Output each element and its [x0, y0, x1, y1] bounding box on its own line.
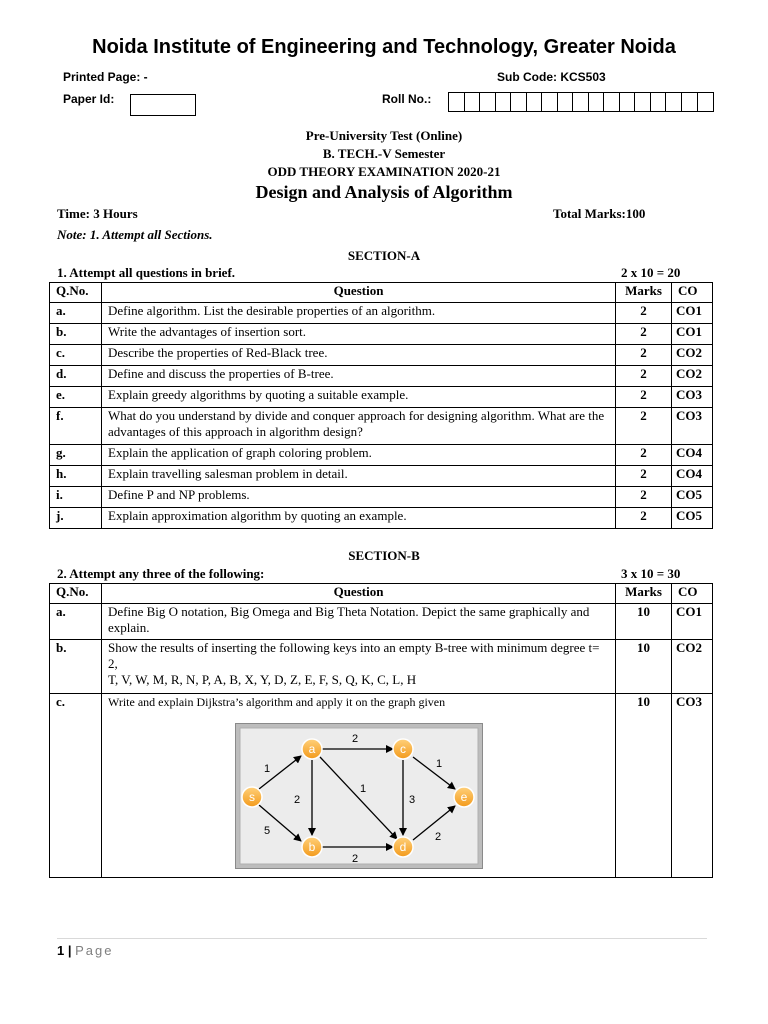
marks: 10	[616, 694, 672, 878]
marks: 2	[616, 345, 672, 366]
page-footer	[57, 943, 114, 958]
table-row	[50, 466, 713, 487]
question-text: Define and discuss the properties of B-tree.	[102, 366, 616, 387]
marks: 2	[616, 303, 672, 324]
table-row	[50, 345, 713, 366]
exam-line-2: B. TECH.-V Semester	[322, 146, 446, 161]
section-b-title: SECTION-B	[348, 548, 420, 563]
weight-c-d: 3	[408, 794, 416, 806]
printed-page: Printed Page: -	[63, 70, 148, 84]
footer-divider	[57, 938, 707, 939]
question-text: Explain the application of graph coloring problem.	[102, 445, 616, 466]
table-header-row	[50, 584, 713, 604]
qno: i.	[50, 487, 102, 508]
header-qno: Q.No.	[50, 584, 102, 604]
page-separator: |	[67, 943, 72, 958]
co: CO4	[672, 466, 713, 487]
weight-a-b: 2	[293, 794, 301, 806]
question-text: Explain travelling salesman problem in detail.	[102, 466, 616, 487]
co: CO3	[672, 387, 713, 408]
sub-code: Sub Code: KCS503	[497, 70, 606, 84]
section-a-instruction: 1. Attempt all questions in brief.	[57, 265, 236, 280]
weight-b-d: 2	[351, 853, 359, 865]
node-label-c: c	[400, 742, 406, 756]
co: CO3	[672, 694, 713, 878]
question-text: Explain approximation algorithm by quoting an example.	[102, 508, 616, 529]
co: CO5	[672, 487, 713, 508]
marks: 2	[616, 445, 672, 466]
qno: c.	[50, 694, 102, 878]
section-a-title: SECTION-A	[347, 248, 421, 263]
table-row	[50, 366, 713, 387]
header-qno: Q.No.	[50, 283, 102, 303]
qno: g.	[50, 445, 102, 466]
co: CO1	[672, 303, 713, 324]
marks: 2	[616, 324, 672, 345]
qno: e.	[50, 387, 102, 408]
weight-d-e: 2	[434, 831, 442, 843]
header-question: Question	[102, 283, 616, 303]
table-row	[50, 408, 713, 445]
table-row	[50, 303, 713, 324]
question-text: Define algorithm. List the desirable properties of an algorithm.	[102, 303, 616, 324]
question-text: What do you understand by divide and conquer approach for designing algorithm. What are the advantages of this approach in algorithm design?	[102, 408, 616, 445]
paper-id-box[interactable]	[130, 94, 196, 116]
marks: 2	[616, 387, 672, 408]
question-text: Define P and NP problems.	[102, 487, 616, 508]
header-co: CO	[672, 283, 713, 303]
section-a-marks-scheme: 2 x 10 = 20	[621, 265, 681, 280]
co: CO1	[672, 604, 713, 640]
node-label-e: e	[460, 790, 468, 804]
marks: 2	[616, 487, 672, 508]
node-label-s: s	[249, 790, 255, 804]
question-text	[102, 640, 616, 694]
qno: b.	[50, 640, 102, 694]
weight-a-c: 2	[351, 733, 359, 745]
weight-a-d: 1	[359, 783, 367, 795]
exam-line-3: ODD THEORY EXAMINATION 2020-21	[267, 164, 501, 179]
section-a-table	[49, 282, 713, 529]
total-marks: Total Marks:100	[553, 206, 646, 221]
co: CO5	[672, 508, 713, 529]
table-row	[50, 487, 713, 508]
table-row	[50, 324, 713, 345]
node-label-d: d	[399, 840, 407, 854]
marks: 2	[616, 408, 672, 445]
table-row	[50, 604, 713, 640]
qno: d.	[50, 366, 102, 387]
page-label: Page	[75, 943, 114, 958]
subject-title: Design and Analysis of Algorithm	[255, 182, 513, 202]
co: CO2	[672, 640, 713, 694]
institute-title: Noida Institute of Engineering and Technology, Greater Noida	[92, 36, 676, 58]
header-marks: Marks	[616, 283, 672, 303]
section-b-instruction: 2. Attempt any three of the following:	[57, 566, 265, 581]
co: CO1	[672, 324, 713, 345]
qno: b.	[50, 324, 102, 345]
roll-no-boxes[interactable]	[448, 92, 714, 112]
qno: j.	[50, 508, 102, 529]
roll-no-label: Roll No.:	[382, 92, 432, 106]
qno: h.	[50, 466, 102, 487]
table-row	[50, 387, 713, 408]
table-row	[50, 640, 713, 694]
weight-c-e: 1	[435, 758, 443, 770]
node-label-b: b	[308, 840, 316, 854]
exam-time: Time: 3 Hours	[57, 206, 138, 221]
co: CO2	[672, 366, 713, 387]
co: CO2	[672, 345, 713, 366]
marks: 10	[616, 640, 672, 694]
qno: c.	[50, 345, 102, 366]
exam-note: Note: 1. Attempt all Sections.	[57, 227, 213, 242]
question-text-line: Show the results of inserting the following keys into an empty B-tree with minimum degree t= 2,	[108, 640, 600, 671]
marks: 10	[616, 604, 672, 640]
header-marks: Marks	[616, 584, 672, 604]
marks: 2	[616, 366, 672, 387]
table-row	[50, 445, 713, 466]
table-header-row	[50, 283, 713, 303]
question-text: Describe the properties of Red-Black tree.	[102, 345, 616, 366]
question-text: Write the advantages of insertion sort.	[102, 324, 616, 345]
marks: 2	[616, 508, 672, 529]
qno: f.	[50, 408, 102, 445]
question-text-line: Write and explain Dijkstra’s algorithm and apply it on the graph given	[108, 695, 446, 709]
weight-s-a: 1	[263, 763, 271, 775]
section-b-marks-scheme: 3 x 10 = 30	[621, 566, 681, 581]
header-co: CO	[672, 584, 713, 604]
question-text: Explain greedy algorithms by quoting a suitable example.	[102, 387, 616, 408]
header-question: Question	[102, 584, 616, 604]
dijkstra-graph	[235, 723, 483, 869]
page-number: 1	[57, 943, 65, 958]
question-keys: T, V, W, M, R, N, P, A, B, X, Y, D, Z, E, F, S, Q, K, C, L, H	[108, 672, 417, 687]
question-text: Define Big O notation, Big Omega and Big Theta Notation. Depict the same graphically and explain.	[102, 604, 616, 640]
node-label-a: a	[308, 742, 316, 756]
paper-id-label: Paper Id:	[63, 92, 115, 106]
marks: 2	[616, 466, 672, 487]
qno: a.	[50, 604, 102, 640]
table-row	[50, 508, 713, 529]
qno: a.	[50, 303, 102, 324]
weight-s-b: 5	[263, 825, 271, 837]
co: CO4	[672, 445, 713, 466]
co: CO3	[672, 408, 713, 445]
exam-line-1: Pre-University Test (Online)	[305, 128, 463, 143]
